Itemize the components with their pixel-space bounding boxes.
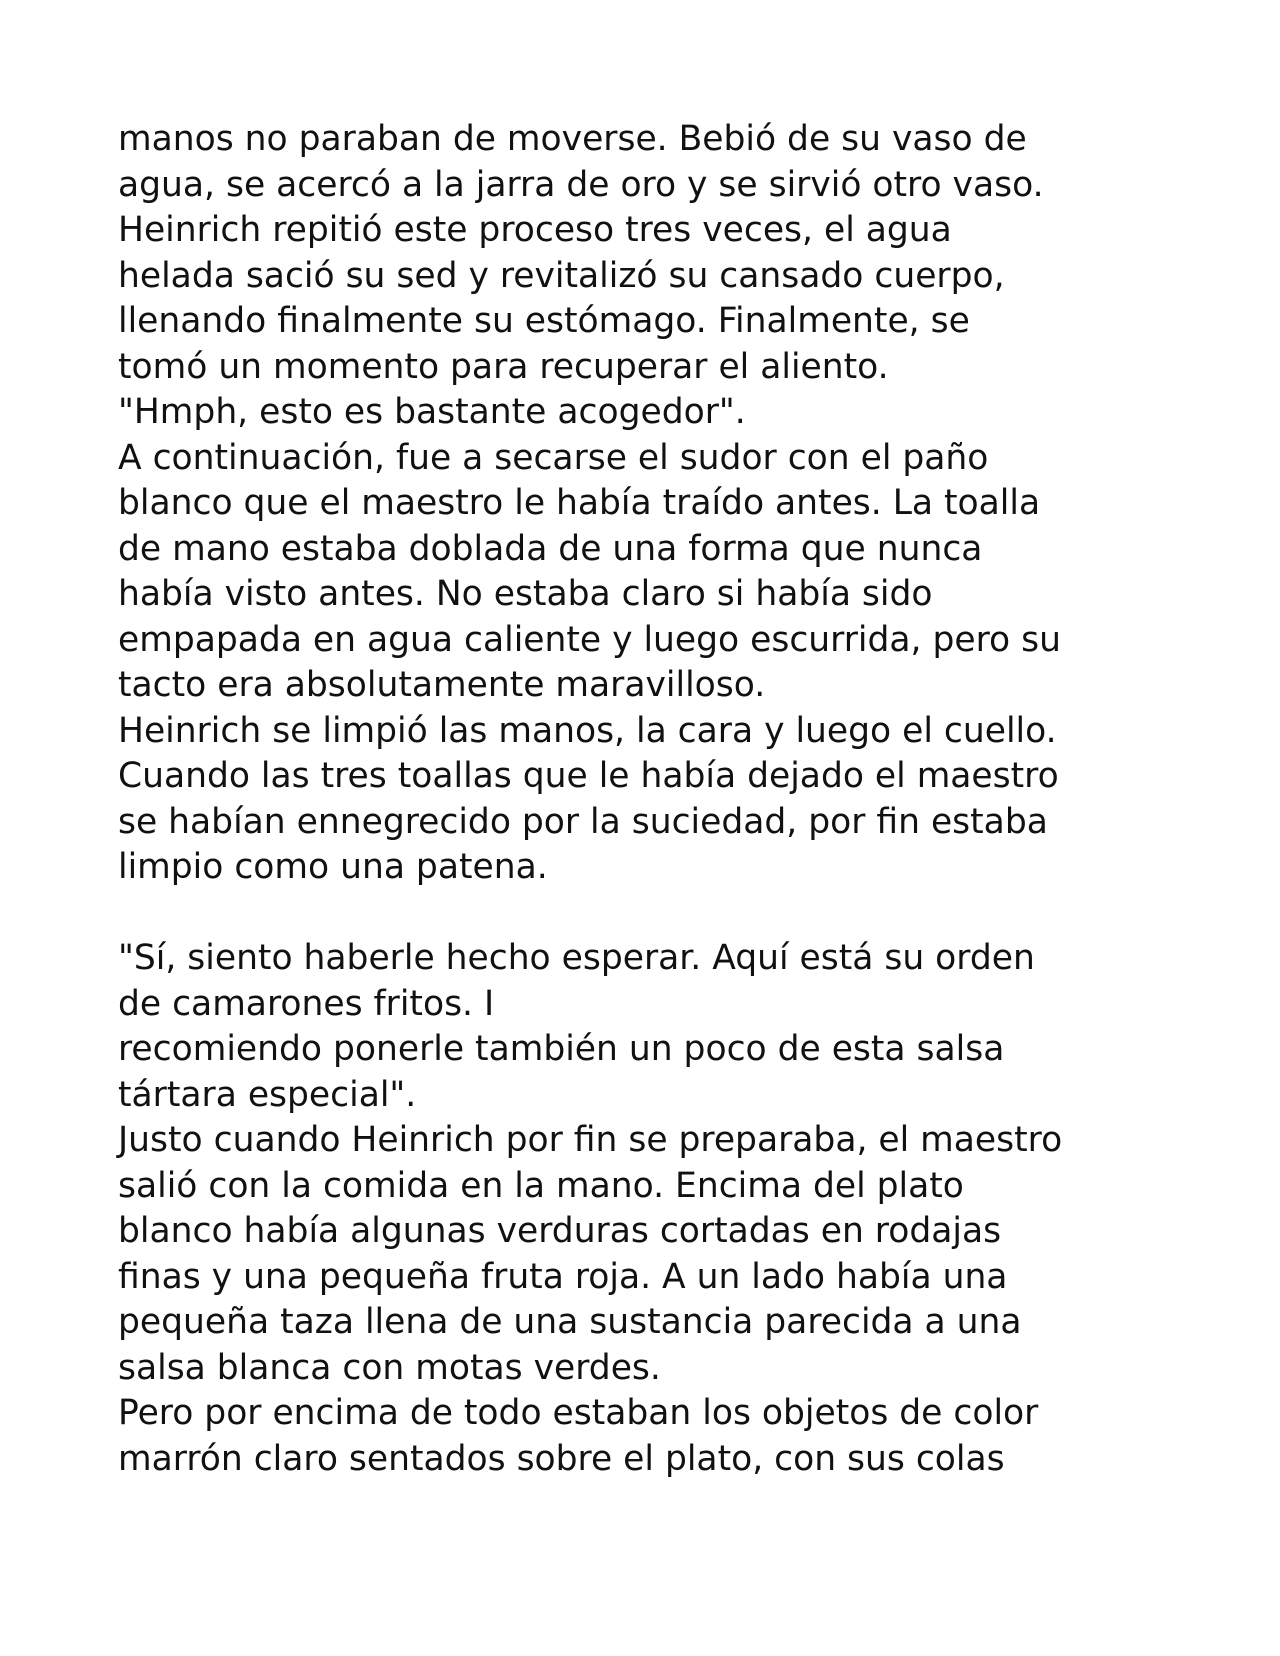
text-line: Heinrich repitió este proceso tres veces, el agua [118,210,952,250]
text-line: manos no paraban de moverse. Bebió de su vaso de [118,119,1027,159]
text-line: limpio como una patena. [118,847,548,887]
text-line: blanco que el maestro le había traído antes. La toalla [118,483,1041,523]
text-line: llenando finalmente su estómago. Finalmente, se [118,301,970,341]
text-line: recomiendo ponerle también un poco de esta salsa [118,1029,1005,1069]
text-line: A continuación, fue a secarse el sudor con el paño [118,437,989,478]
text-line: "Sí, siento haberle hecho esperar. Aquí está su orden [118,938,1035,978]
blank-line [118,891,1258,937]
text-line: agua, se acercó a la jarra de oro y se sirvió otro vaso. [118,164,1044,205]
text-line: helada sació su sed y revitalizó su cansado cuerpo, [118,255,1005,296]
text-line: Cuando las tres toallas que le había dejado el maestro [118,756,1059,796]
text-line: salió con la comida en la mano. Encima del plato [118,1165,964,1206]
text-line: salsa blanca con motas verdes. [118,1347,661,1388]
text-line: Pero por encima de todo estaban los objetos de color [118,1393,1039,1433]
text-line: empapada en agua caliente y luego escurrida, pero su [118,619,1061,660]
text-line: blanco había algunas verduras cortadas en rodajas [118,1211,1002,1251]
text-line: Justo cuando Heinrich por fin se preparaba, el maestro [118,1120,1063,1160]
text-line: marrón claro sentados sobre el plato, con sus colas [118,1438,1005,1479]
text-line: de camarones fritos. I [118,983,495,1024]
text-line: pequeña taza llena de una sustancia parecida a una [118,1302,1022,1342]
text-line: tacto era absolutamente maravilloso. [118,665,766,705]
document-page [118,117,1258,1482]
text-line: tártara especial". [118,1074,417,1115]
text-line: "Hmph, esto es bastante acogedor". [118,392,746,432]
text-line: tomó un momento para recuperar el aliento. [118,346,889,387]
text-line: finas y una pequeña fruta roja. A un lado había una [118,1256,1008,1297]
text-line: había visto antes. No estaba claro si había sido [118,574,933,614]
text-line: Heinrich se limpió las manos, la cara y luego el cuello. [118,710,1057,751]
text-line: de mano estaba doblada de una forma que nunca [118,528,983,569]
text-line: se habían ennegrecido por la suciedad, por fin estaba [118,801,1048,842]
